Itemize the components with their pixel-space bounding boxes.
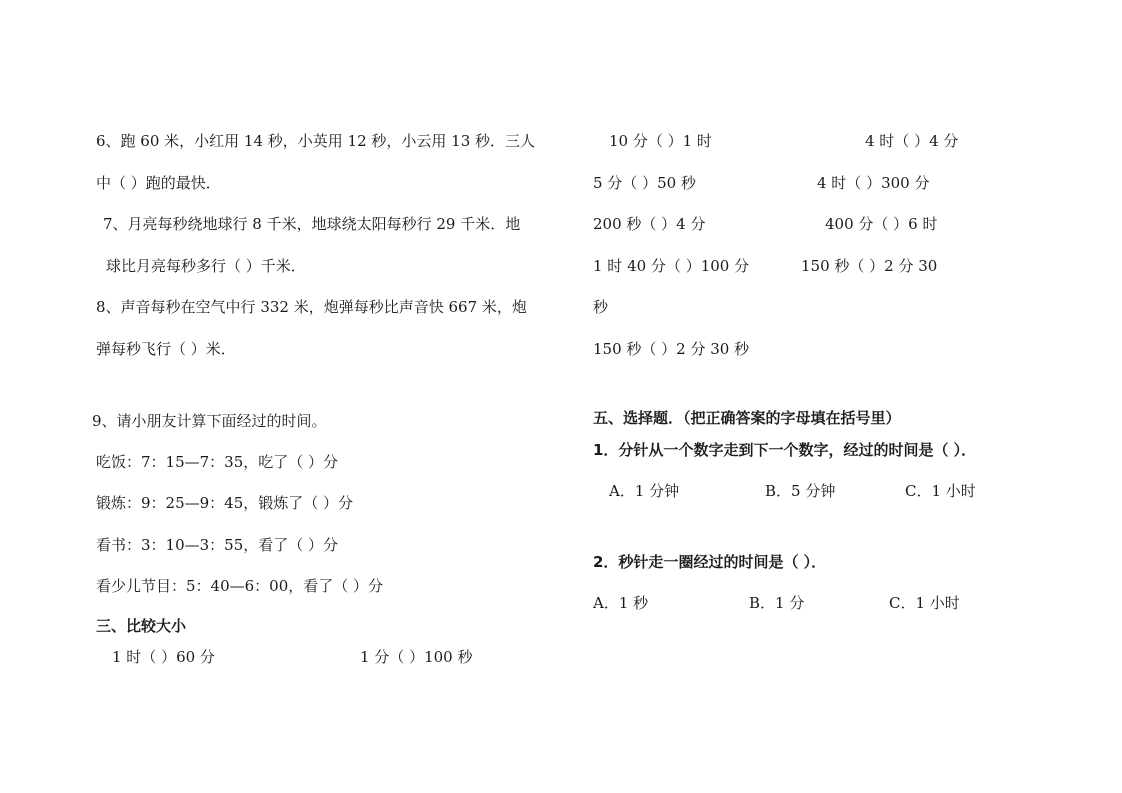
compare-item: 5 分（ ）50 秒 bbox=[593, 174, 696, 192]
compare-item: 1 时 40 分（ ）100 分 bbox=[593, 257, 750, 275]
compare-item: 4 时（ ）300 分 bbox=[817, 174, 930, 192]
compare-item: 10 分（ ）1 时 bbox=[609, 132, 712, 150]
q8-line1: 8、声音每秒在空气中行 332 米，炮弹每秒比声音快 667 米，炮 bbox=[96, 298, 527, 316]
option-item: B．1 分 bbox=[749, 594, 805, 612]
compare-item: 150 秒（ ）2 分 30 bbox=[801, 257, 938, 275]
section5-title: 五、选择题．（把正确答案的字母填在括号里） bbox=[593, 409, 901, 427]
option-item: C．1 小时 bbox=[905, 482, 976, 500]
option-item: A．1 分钟 bbox=[609, 482, 680, 500]
q2-text: 2．秒针走一圈经过的时间是（ ）． bbox=[593, 553, 827, 571]
q9-item: 吃饭：7：15—7：35，吃了（ ）分 bbox=[96, 453, 339, 471]
option-item: A．1 秒 bbox=[593, 594, 649, 612]
compare-item: 1 分（ ）100 秒 bbox=[360, 648, 473, 666]
option-item: B．5 分钟 bbox=[765, 482, 836, 500]
q7-line2: 球比月亮每秒多行（ ）千米． bbox=[106, 257, 306, 275]
q9-item: 锻炼：9：25—9：45，锻炼了（ ）分 bbox=[96, 494, 354, 512]
q6-line1: 6、跑 60 米，小红用 14 秒，小英用 12 秒，小云用 13 秒．三人 bbox=[96, 132, 536, 150]
compare-item: 400 分（ ）6 时 bbox=[825, 215, 938, 233]
q7-line1: 7、月亮每秒绕地球行 8 千米，地球绕太阳每秒行 29 千米．地 bbox=[103, 215, 521, 233]
option-item: C．1 小时 bbox=[889, 594, 960, 612]
compare-item: 1 时（ ）60 分 bbox=[112, 648, 215, 666]
q9-item: 看少儿节目：5：40—6：00，看了（ ）分 bbox=[96, 577, 384, 595]
q8-line2: 弹每秒飞行（ ）米． bbox=[96, 340, 236, 358]
q9-title: 9、请小朋友计算下面经过的时间。 bbox=[92, 412, 327, 430]
section3-title: 三、比较大小 bbox=[96, 617, 187, 635]
compare-item: 150 秒（ ）2 分 30 秒 bbox=[593, 340, 750, 358]
q1-text: 1．分针从一个数字走到下一个数字，经过的时间是（ ）． bbox=[593, 441, 977, 459]
q9-item: 看书：3：10—3：55，看了（ ）分 bbox=[96, 536, 339, 554]
compare-item: 4 时（ ）4 分 bbox=[865, 132, 959, 150]
compare-wrap-tail: 秒 bbox=[593, 298, 609, 316]
q6-line2: 中（ ）跑的最快． bbox=[96, 174, 221, 192]
compare-item: 200 秒（ ）4 分 bbox=[593, 215, 706, 233]
